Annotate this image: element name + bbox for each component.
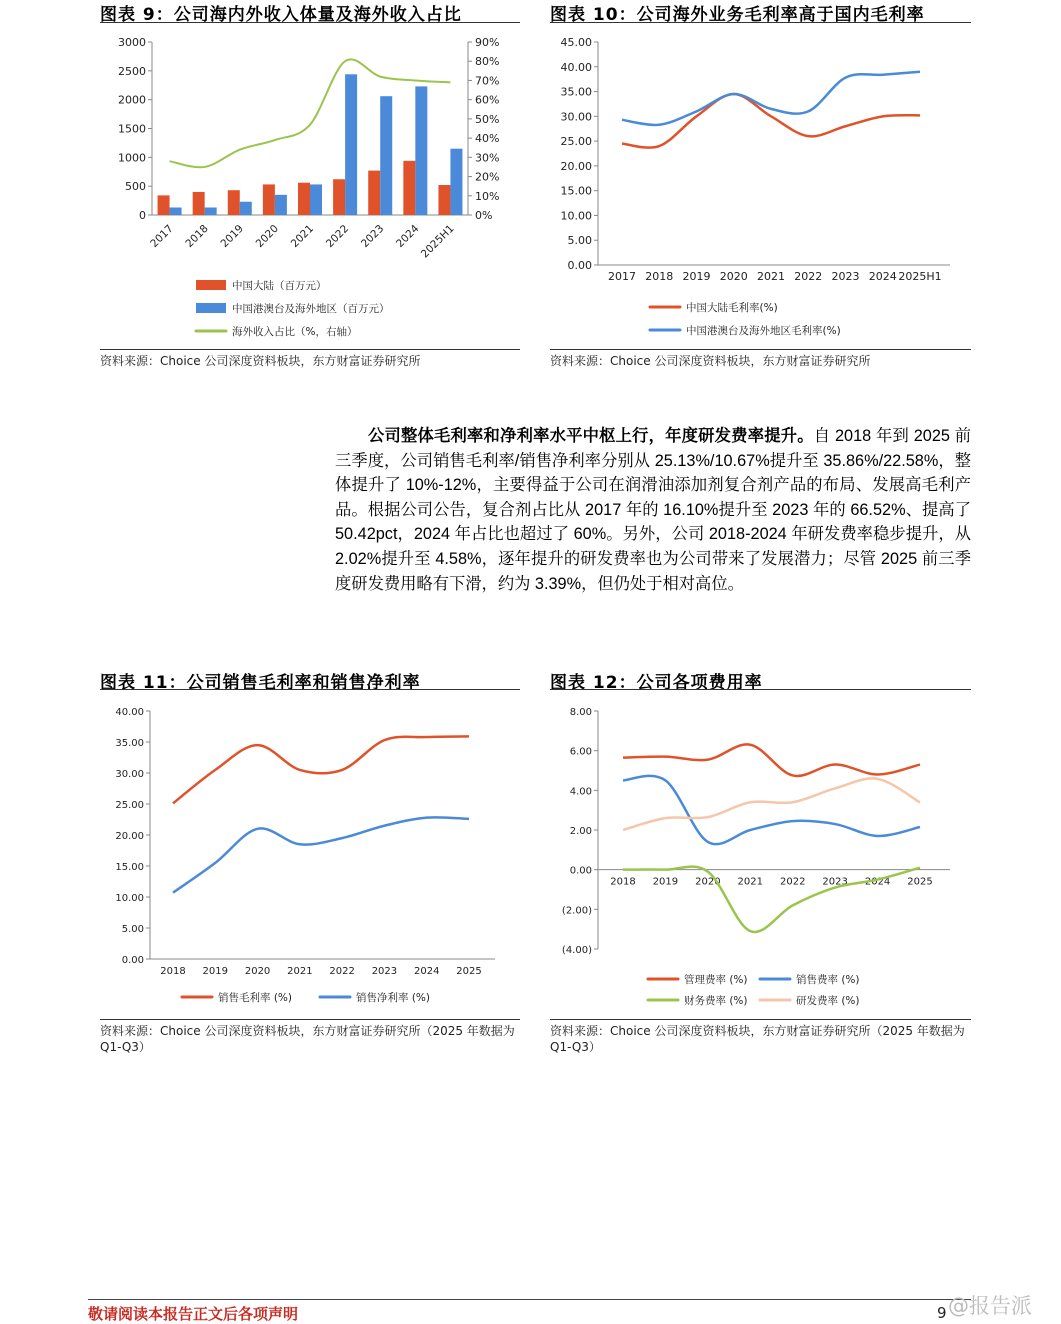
c9-y-tick-label: 1500 bbox=[118, 122, 146, 136]
c11-y-tick-label: 20.00 bbox=[115, 831, 144, 842]
c10-x-tick-label: 2025H1 bbox=[898, 270, 942, 283]
chart9-panel bbox=[100, 0, 520, 372]
chart10-panel bbox=[550, 0, 971, 372]
chart12-top-rule bbox=[550, 689, 971, 690]
c11-y-tick-label: 10.00 bbox=[115, 893, 144, 904]
c9-x-tick-label: 2023 bbox=[358, 222, 387, 251]
c10-x-tick-label: 2022 bbox=[794, 270, 823, 283]
c12-series-line-1 bbox=[623, 776, 920, 844]
c12-y-tick-label: 6.00 bbox=[569, 746, 592, 758]
c9-bar-mainland bbox=[298, 183, 310, 215]
analysis-paragraph bbox=[335, 424, 971, 596]
c10-y-tick-label: 25.00 bbox=[560, 135, 592, 149]
chart12-bottom-rule bbox=[550, 1019, 971, 1020]
c9-x-tick-label: 2024 bbox=[394, 222, 422, 251]
paragraph-lead: 公司整体毛利率和净利率水平中枢上行，年度研发费率提升。 bbox=[368, 427, 814, 445]
chart11-panel bbox=[100, 668, 520, 1058]
c9-y2-tick-label: 60% bbox=[475, 93, 500, 107]
c9-y-tick-label: 3000 bbox=[118, 36, 146, 49]
c9-y2-tick-label: 10% bbox=[475, 189, 500, 203]
c9-legend-label: 海外收入占比（%，右轴） bbox=[232, 326, 358, 338]
c9-y2-tick-label: 40% bbox=[475, 132, 500, 146]
c9-bar-mainland bbox=[333, 179, 345, 215]
c9-y-tick-label: 0 bbox=[139, 209, 146, 222]
c9-bar-overseas bbox=[450, 149, 462, 215]
c10-x-tick-label: 2019 bbox=[682, 270, 711, 283]
footer-rule bbox=[88, 1299, 971, 1300]
c10-y-tick-label: 15.00 bbox=[560, 184, 592, 198]
c9-x-tick-label: 2017 bbox=[148, 222, 176, 251]
chart12-source: 资料来源：Choice 公司深度资料板块，东方财富证券研究所（2025 年数据为 Q1-Q3） bbox=[550, 1024, 965, 1054]
chart11-bottom-rule bbox=[100, 1019, 520, 1020]
c11-x-tick-label: 2024 bbox=[413, 966, 440, 977]
paragraph-body: 自 2018 年到 2025 前三季度，公司销售毛利率/销售净利率分别从 25.13%/10.67%提升至 35.86%/22.58%，整体提升了 10%-12%，主要得益于公司在润滑油添加剂复合剂产品的布局、发展高毛利产品。根据公司公告，复合剂占比从 2017 年的 16.10%提升至 2023 年的 66.52%、提高了 50.42pct，2024 年占比也超过了 60%。另外，公司 2018-2024 年研发费率稳步提升，从 2.02%提升至 4.58%，逐年提升的研发费率也为公司带来了发展潜力；尽管 2025 前三季度研发费用略有下滑，约为 3.39%，但仍处于相对高位。 bbox=[335, 427, 971, 593]
chart10-svg bbox=[550, 25, 971, 350]
c10-series-line-0 bbox=[622, 94, 920, 148]
chart11-title: 图表 11：公司销售毛利率和销售净利率 bbox=[100, 673, 421, 693]
c11-x-tick-label: 2021 bbox=[287, 966, 313, 977]
c12-x-tick-label: 2018 bbox=[610, 876, 636, 888]
c12-x-tick-label: 2021 bbox=[737, 876, 764, 888]
c11-y-tick-label: 40.00 bbox=[115, 707, 144, 718]
chart9-svg bbox=[100, 25, 520, 350]
c9-x-tick-label: 2018 bbox=[183, 222, 211, 251]
c10-y-tick-label: 0.00 bbox=[567, 259, 592, 272]
c9-bar-overseas bbox=[310, 184, 322, 215]
chart10-bottom-rule bbox=[550, 349, 971, 350]
c9-bar-mainland bbox=[228, 190, 240, 215]
c12-x-tick-label: 2023 bbox=[822, 876, 848, 888]
c10-y-tick-label: 35.00 bbox=[560, 85, 592, 99]
chart12-svg bbox=[550, 692, 971, 1017]
c9-bar-mainland bbox=[193, 192, 205, 215]
chart9-bottom-rule bbox=[100, 349, 520, 350]
c11-legend-label: 销售毛利率 (%) bbox=[218, 992, 293, 1004]
chart9-top-rule bbox=[100, 22, 520, 23]
c9-y2-tick-label: 0% bbox=[475, 209, 493, 222]
chart10-top-rule bbox=[550, 22, 971, 23]
c12-x-tick-label: 2025 bbox=[907, 876, 933, 888]
c10-x-tick-label: 2024 bbox=[868, 270, 897, 283]
c9-bar-mainland bbox=[403, 161, 415, 215]
c9-bar-overseas bbox=[240, 202, 252, 215]
c12-x-tick-label: 2019 bbox=[652, 876, 679, 888]
c9-legend-swatch bbox=[196, 303, 226, 313]
c11-y-tick-label: 35.00 bbox=[115, 738, 144, 749]
c11-y-tick-label: 5.00 bbox=[121, 924, 144, 935]
c10-x-tick-label: 2023 bbox=[831, 270, 860, 283]
c12-legend-label: 财务费率 (%) bbox=[684, 995, 748, 1007]
c9-legend-swatch bbox=[196, 280, 226, 290]
c9-bar-overseas bbox=[275, 195, 287, 215]
c11-x-tick-label: 2025 bbox=[456, 966, 482, 977]
c10-y-tick-label: 40.00 bbox=[560, 60, 592, 74]
c10-y-tick-label: 20.00 bbox=[560, 159, 592, 173]
c12-y-tick-label: (2.00) bbox=[561, 905, 592, 917]
c12-y-tick-label: 0.00 bbox=[569, 865, 592, 877]
c11-x-tick-label: 2020 bbox=[244, 966, 271, 977]
chart11-top-rule bbox=[100, 689, 520, 690]
c10-legend-label: 中国港澳台及海外地区毛利率(%) bbox=[686, 325, 841, 337]
c9-bar-overseas bbox=[380, 96, 392, 215]
c12-y-tick-label: 4.00 bbox=[569, 786, 592, 798]
c9-y2-tick-label: 30% bbox=[475, 151, 500, 165]
c11-y-tick-label: 25.00 bbox=[115, 800, 144, 811]
c12-y-tick-label: 8.00 bbox=[569, 707, 592, 718]
c9-y-tick-label: 500 bbox=[125, 180, 146, 194]
c10-y-tick-label: 45.00 bbox=[560, 36, 592, 49]
c9-x-tick-label: 2022 bbox=[323, 222, 352, 251]
c12-y-tick-label: (4.00) bbox=[561, 945, 592, 956]
c11-series-line-0 bbox=[173, 736, 469, 803]
c11-series-line-1 bbox=[173, 817, 469, 892]
c9-bar-overseas bbox=[345, 74, 357, 215]
c12-x-tick-label: 2024 bbox=[864, 876, 891, 888]
c9-y2-tick-label: 90% bbox=[475, 36, 500, 49]
c11-legend-label: 销售净利率 (%) bbox=[356, 992, 431, 1004]
chart9-title: 图表 9：公司海内外收入体量及海外收入占比 bbox=[100, 5, 462, 25]
c9-y2-tick-label: 50% bbox=[475, 112, 500, 126]
c11-x-tick-label: 2022 bbox=[329, 966, 355, 977]
c9-bar-overseas bbox=[170, 208, 182, 215]
c10-legend-label: 中国大陆毛利率(%) bbox=[686, 302, 778, 314]
watermark: @报告派 bbox=[948, 1294, 1032, 1318]
c12-x-tick-label: 2022 bbox=[779, 876, 806, 888]
c12-x-tick-label: 2020 bbox=[695, 876, 721, 888]
c9-y2-tick-label: 70% bbox=[475, 74, 500, 88]
c12-series-line-3 bbox=[623, 778, 920, 830]
c9-bar-overseas bbox=[205, 208, 217, 215]
c9-x-tick-label: 2025H1 bbox=[418, 222, 457, 261]
chart11-source: 资料来源：Choice 公司深度资料板块，东方财富证券研究所（2025 年数据为 Q1-Q3） bbox=[100, 1024, 515, 1054]
c9-bar-mainland bbox=[158, 195, 170, 215]
c9-x-tick-label: 2020 bbox=[253, 222, 282, 251]
c11-x-tick-label: 2018 bbox=[160, 966, 186, 977]
chart12-title: 图表 12：公司各项费用率 bbox=[550, 673, 763, 693]
c10-y-tick-label: 30.00 bbox=[560, 110, 592, 124]
c11-y-tick-label: 15.00 bbox=[115, 862, 144, 873]
c9-legend-label: 中国大陆（百万元） bbox=[232, 280, 327, 292]
c9-y2-tick-label: 20% bbox=[475, 170, 500, 184]
c9-y-tick-label: 1000 bbox=[118, 151, 146, 165]
c10-x-tick-label: 2017 bbox=[608, 270, 636, 283]
chart12-panel bbox=[550, 668, 971, 1058]
chart10-source: 资料来源：Choice 公司深度资料板块，东方财富证券研究所 bbox=[550, 354, 871, 368]
c11-x-tick-label: 2019 bbox=[202, 966, 229, 977]
c10-x-tick-label: 2018 bbox=[645, 270, 674, 283]
c10-x-tick-label: 2020 bbox=[719, 270, 748, 283]
c9-bar-overseas bbox=[415, 86, 427, 215]
c12-legend-label: 销售费率 (%) bbox=[796, 974, 860, 986]
c12-legend-label: 管理费率 (%) bbox=[684, 974, 748, 986]
chart9-source: 资料来源：Choice 公司深度资料板块，东方财富证券研究所 bbox=[100, 354, 421, 368]
footer-disclaimer: 敬请阅读本报告正文后各项声明 bbox=[88, 1305, 299, 1323]
c9-y-tick-label: 2000 bbox=[118, 93, 146, 107]
c9-bar-mainland bbox=[263, 184, 275, 215]
c9-bar-mainland bbox=[368, 171, 380, 215]
c10-y-tick-label: 5.00 bbox=[567, 234, 592, 248]
c11-y-tick-label: 30.00 bbox=[115, 769, 144, 780]
c11-x-tick-label: 2023 bbox=[371, 966, 398, 977]
c12-y-tick-label: 2.00 bbox=[569, 826, 592, 837]
c10-x-tick-label: 2021 bbox=[757, 270, 785, 283]
c9-x-tick-label: 2019 bbox=[218, 222, 246, 251]
chart11-svg bbox=[100, 692, 520, 1017]
chart10-title: 图表 10：公司海外业务毛利率高于国内毛利率 bbox=[550, 5, 925, 25]
c9-bar-mainland bbox=[438, 185, 450, 215]
c10-y-tick-label: 10.00 bbox=[560, 209, 592, 223]
page-number: 9 bbox=[937, 1304, 947, 1322]
c11-y-tick-label: 0.00 bbox=[121, 955, 144, 966]
c12-series-line-0 bbox=[623, 744, 920, 776]
c9-legend-label: 中国港澳台及海外地区（百万元） bbox=[232, 303, 390, 315]
c9-y-tick-label: 2500 bbox=[118, 64, 146, 78]
c9-y2-tick-label: 80% bbox=[475, 55, 500, 69]
c9-line-overseas-share bbox=[170, 59, 451, 167]
c9-x-tick-label: 2021 bbox=[288, 222, 317, 251]
c12-legend-label: 研发费率 (%) bbox=[796, 995, 860, 1007]
